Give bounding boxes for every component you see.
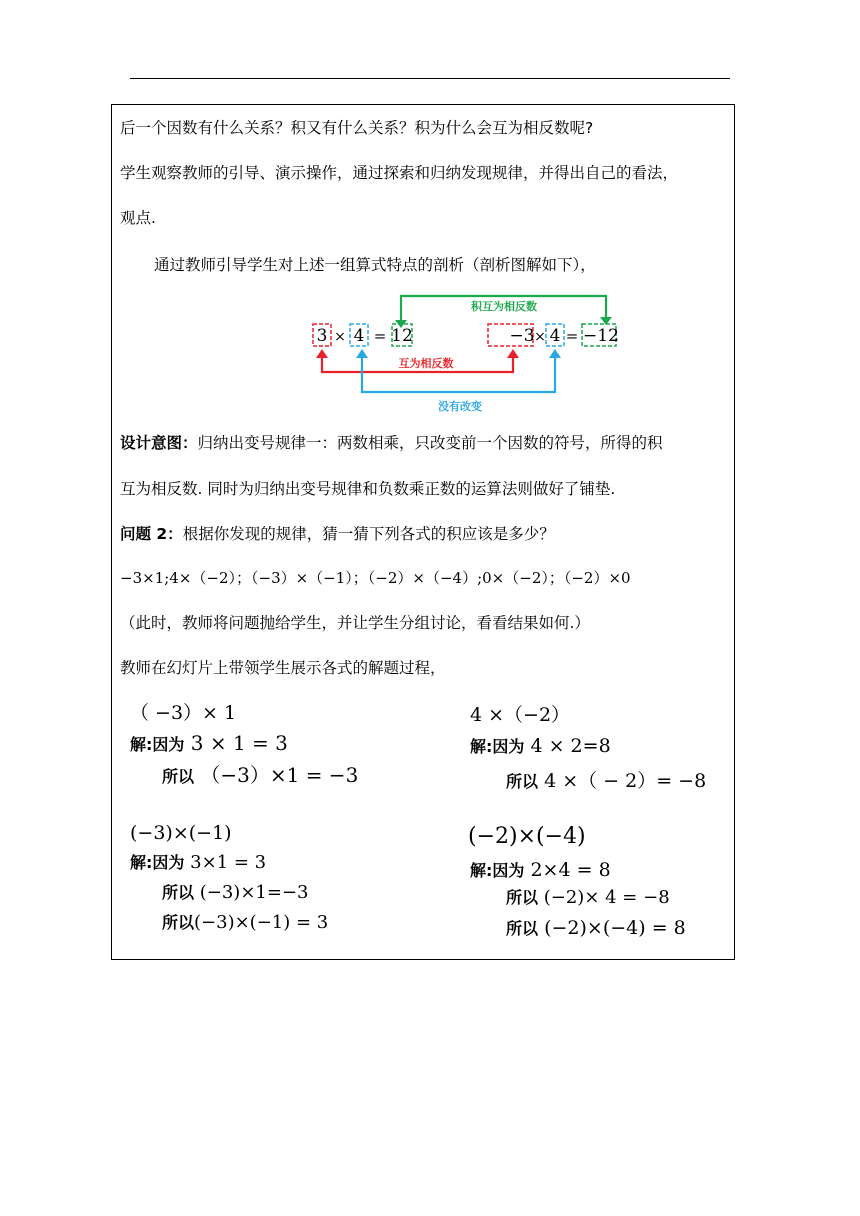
teacher-note: （此时，教师将问题抛给学生，并让学生分组讨论，看看结果如何.） [120,614,590,632]
design-intent [120,433,663,453]
solution-3-because [130,852,266,874]
solution-label: 解: [470,861,493,880]
so-expr: 4 ×（ − 2）= −8 [544,770,707,792]
label-blue: 没有改变 [438,400,482,413]
because-expr: 3 × 1 = 3 [190,731,288,755]
paragraph-1: 后一个因数有什么关系？积又有什么关系？积为什么会互为相反数呢? [120,119,594,137]
paragraph-3: 通过教师引导学生对上述一组算式特点的剖析（剖析图解如下）， [154,256,596,274]
blue-arrow [362,356,555,392]
left-eq: = [373,327,387,345]
so-expr: （−3）×1 = −3 [200,763,359,787]
because-expr: 2×4 = 8 [530,859,611,881]
red-arrowhead-left [316,349,328,358]
question-2 [120,524,555,544]
question-label: 问题 2： [120,525,183,543]
header-rule [130,78,730,79]
label-red: 互为相反数 [398,357,454,370]
left-times: × [334,329,346,345]
right-eq: = [565,327,579,345]
because-label: 因为 [152,853,185,872]
blue-arrowhead-right [549,349,561,358]
question-text: 根据你发现的规律，猜一猜下列各式的积应该是多少？ [182,525,555,543]
because-label: 因为 [492,861,525,880]
left-c: 12 [391,326,413,346]
left-a: 3 [316,326,328,346]
solution-1-so [162,764,358,788]
solution-2-so [506,770,706,793]
solution-1-problem: （ −3）× 1 [130,702,237,724]
design-line2: 互为相反数. 同时为归纳出变号规律和负数乘正数的运算法则做好了铺垫. [120,480,616,498]
so-expr: (−3)×1=−3 [199,882,309,903]
blue-arrowhead-left [356,349,368,358]
so-label: 所以 [506,888,539,907]
analysis-diagram [300,288,630,418]
so-label: 所以 [162,883,195,902]
so-expr: (−2)× 4 = −8 [543,887,670,908]
solution-label: 解: [470,737,493,756]
solution-2-problem: 4 ×（−2） [470,704,571,726]
so-label: 所以 [506,772,539,791]
design-label: 设计意图： [120,434,198,452]
left-b: 4 [353,326,365,346]
red-arrowhead-right [507,349,519,358]
right-a: −3 [509,326,535,346]
solution-3-problem: (−3)×(−1) [130,822,232,844]
question-expressions: −3×1;4×（−2）；（−3）×（−1）；（−2）×（−4）;0×（−2）；（−2）×0 [120,569,631,587]
solution-2-because [470,735,611,758]
because-label: 因为 [492,737,525,756]
right-b: 4 [549,326,561,346]
solution-4-problem: (−2)×(−4) [468,824,586,849]
solution-4-because [470,859,611,882]
so-label: 所以 [162,767,195,786]
solution-label: 解: [130,735,153,754]
solution-1-because [130,732,288,756]
right-times: × [534,329,546,345]
solution-4-so [506,887,670,909]
so-label: 所以 [162,913,195,932]
solution-4-so2 [506,917,686,940]
so-label: 所以 [506,919,539,938]
solution-label: 解: [130,853,153,872]
label-top: 积互为相反数 [471,300,537,313]
because-expr: 4 × 2=8 [530,735,611,757]
so-expr: (−2)×(−4) = 8 [544,917,686,939]
slide-intro: 教师在幻灯片上带领学生展示各式的解题过程， [120,659,446,677]
solution-3-so2 [162,912,328,934]
paragraph-2: 学生观察教师的引导、演示操作，通过探索和归纳发现规律，并得出自己的看法， [120,164,679,182]
right-c: −12 [583,326,619,346]
paragraph-2-cont: 观点. [120,209,156,227]
because-expr: 3×1 = 3 [190,852,267,873]
design-line1: 归纳出变号规律一：两数相乘，只改变前一个因数的符号，所得的积 [197,434,663,452]
because-label: 因为 [152,735,185,754]
so-expr: (−3)×(−1) = 3 [194,912,329,933]
solution-3-so [162,882,308,904]
